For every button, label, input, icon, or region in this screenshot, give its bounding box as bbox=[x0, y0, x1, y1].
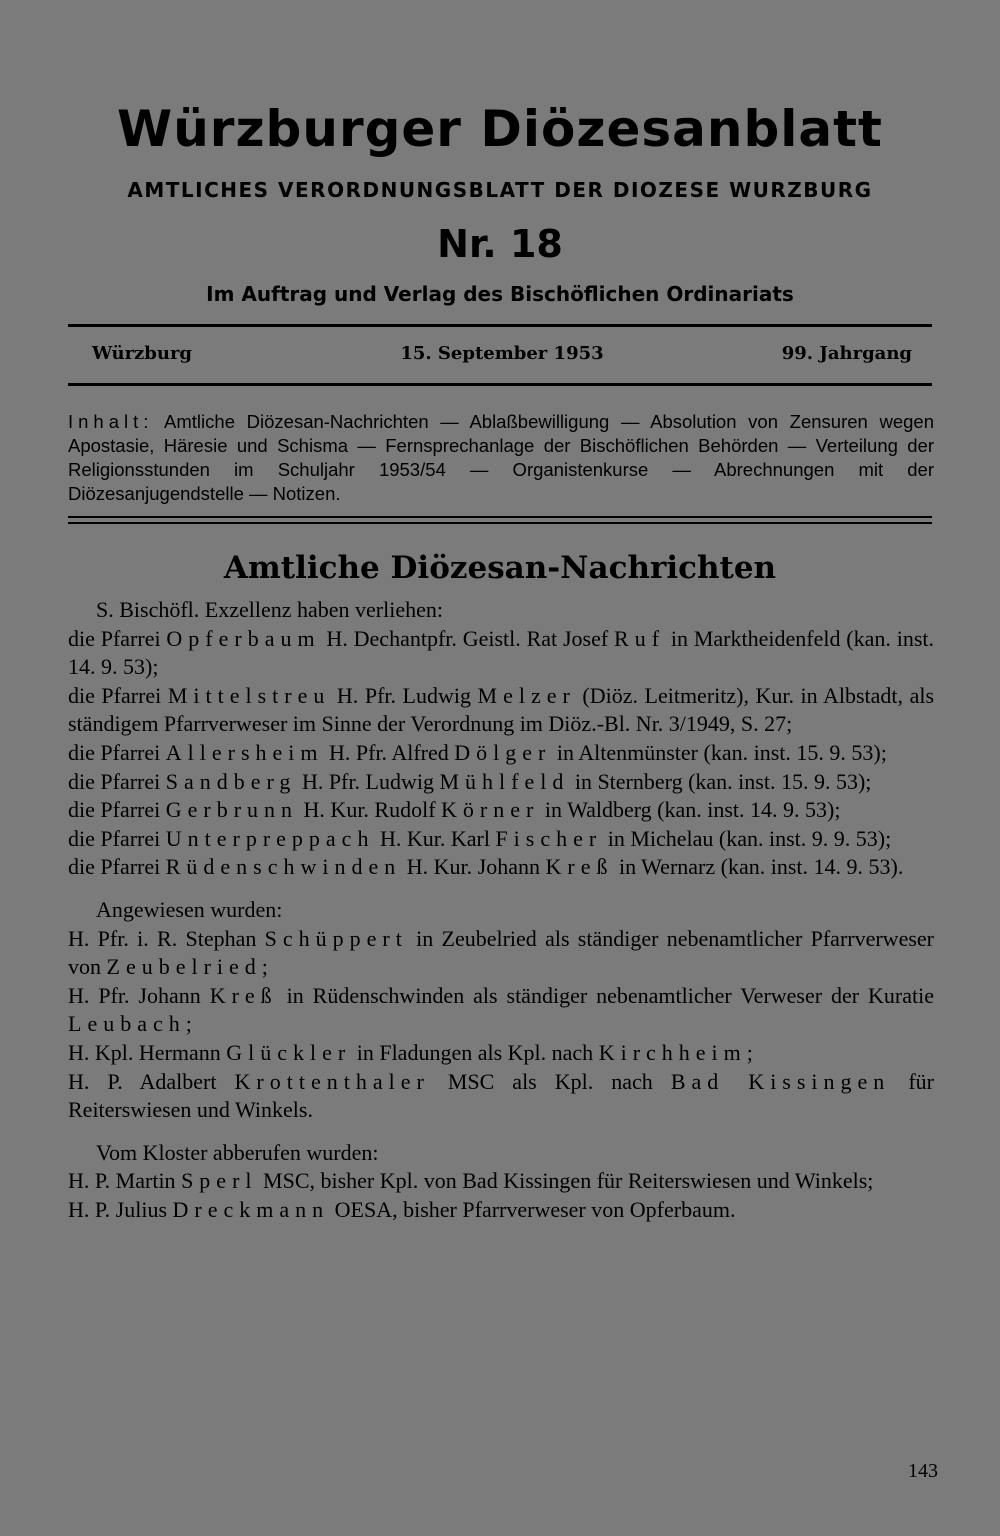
section-title: Amtliche Diözesan-Nachrichten bbox=[223, 550, 777, 586]
entry-text: H. Kur. Johann bbox=[401, 854, 546, 880]
parish-name: Rüdenschwinden bbox=[165, 854, 402, 880]
person-name: Mühlfeld bbox=[439, 768, 570, 794]
entry-text: in Altenmünster (kan. inst. 15. 9. 53); bbox=[551, 739, 887, 765]
entry-text: in Zeubelried als ständiger nebenamtlicher Pfarrverweser von bbox=[68, 925, 934, 980]
appointments-list bbox=[68, 625, 934, 882]
entry-text: H. Pfr. i. R. Stephan bbox=[68, 925, 265, 951]
entry-text: die Pfarrei bbox=[68, 682, 168, 708]
entry-text: H. Pfr. Ludwig bbox=[330, 682, 478, 708]
masthead-title: Würzburger Diözesanblatt bbox=[117, 100, 883, 158]
appointment-entry bbox=[68, 853, 934, 882]
recall-entry bbox=[68, 1167, 934, 1196]
entry-text: H. P. Martin bbox=[68, 1168, 182, 1194]
person-name: Sperl bbox=[181, 1168, 258, 1194]
contents-label: Inhalt: bbox=[68, 411, 154, 432]
place-name: Bad Kissingen bbox=[670, 1068, 891, 1094]
recall-entry bbox=[68, 1196, 934, 1225]
assignment-entry bbox=[68, 1068, 934, 1125]
appointment-entry bbox=[68, 682, 934, 739]
dateline-date: 15. September 1953 bbox=[400, 343, 604, 364]
person-name: Kreß bbox=[209, 982, 278, 1008]
assignment-entry bbox=[68, 1039, 934, 1068]
person-name: Kreß bbox=[545, 854, 614, 880]
entry-text: die Pfarrei bbox=[68, 768, 166, 794]
entry-text: H. Pfr. Ludwig bbox=[296, 768, 440, 794]
place-name: Zeubelried bbox=[106, 954, 262, 980]
entry-text: in Wernarz (kan. inst. 14. 9. 53). bbox=[613, 854, 904, 880]
assigned-list bbox=[68, 925, 934, 1125]
dateline bbox=[92, 343, 912, 369]
entry-text: die Pfarrei bbox=[68, 825, 166, 851]
entry-text: OESA, bisher Pfarrverweser von Opferbaum. bbox=[329, 1196, 736, 1222]
masthead-subtitle: AMTLICHES VERORDNUNGSBLATT DER DIOZESE WURZBURG bbox=[127, 178, 873, 202]
entry-text: in Fladungen als Kpl. nach bbox=[351, 1039, 599, 1065]
entry-text: H. Kpl. Hermann bbox=[68, 1039, 227, 1065]
entry-text: die Pfarrei bbox=[68, 625, 167, 651]
entry-text: MSC als Kpl. nach bbox=[429, 1068, 671, 1094]
contents-block bbox=[68, 410, 934, 506]
place-name: Leubach bbox=[68, 1011, 186, 1037]
parish-name: Allersheim bbox=[165, 739, 324, 765]
entry-text: H. P. Julius bbox=[68, 1196, 173, 1222]
person-name: Körner bbox=[441, 797, 540, 823]
assignment-entry bbox=[68, 925, 934, 982]
issue-number: Nr. 18 bbox=[437, 222, 563, 266]
entry-text: ; bbox=[185, 1011, 192, 1037]
person-name: Dölger bbox=[454, 739, 552, 765]
entry-text: die Pfarrei bbox=[68, 739, 166, 765]
person-name: Melzer bbox=[477, 682, 576, 708]
dateline-rule bbox=[68, 383, 932, 386]
entry-text: H. Dechantpfr. Geistl. Rat Josef bbox=[320, 625, 615, 651]
appointment-entry bbox=[68, 825, 934, 854]
entry-text: ; bbox=[746, 1039, 753, 1065]
contents-rule-top bbox=[68, 516, 932, 518]
dateline-volume: 99. Jahrgang bbox=[781, 343, 912, 364]
entry-text: MSC, bisher Kpl. von Bad Kissingen für Reiterswiesen und Winkels; bbox=[257, 1168, 874, 1194]
entry-text: H. Kur. Karl bbox=[374, 825, 496, 851]
entry-text: in Rüdenschwinden als ständiger nebenamtlicher Verweser der Kuratie bbox=[277, 982, 935, 1008]
entry-text: H. Kur. Rudolf bbox=[298, 797, 442, 823]
place-name: Kirchheim bbox=[598, 1039, 747, 1065]
body-text bbox=[68, 596, 934, 1224]
entry-text: H. Pfr. Alfred bbox=[323, 739, 455, 765]
person-name: Schüppert bbox=[264, 925, 408, 951]
recalled-intro: Vom Kloster abberufen wurden: bbox=[96, 1139, 379, 1165]
appointment-entry bbox=[68, 796, 934, 825]
parish-name: Opferbaum bbox=[166, 625, 321, 651]
entry-text: H. P. Adalbert bbox=[68, 1068, 235, 1094]
parish-name: Unterpreppach bbox=[165, 825, 375, 851]
top-rule bbox=[68, 324, 932, 327]
dateline-place: Würzburg bbox=[92, 343, 193, 364]
person-name: Glückler bbox=[226, 1039, 352, 1065]
parish-name: Mittelstreu bbox=[167, 682, 331, 708]
entry-text: in Sternberg (kan. inst. 15. 9. 53); bbox=[569, 768, 872, 794]
entry-text: die Pfarrei bbox=[68, 797, 166, 823]
assignment-entry bbox=[68, 982, 934, 1039]
entry-text: (Diöz. Leitmeritz), Kur. in Albstadt, als ständigem Pfarrverweser im Sinne der Verordnung im Diöz.-Bl. Nr. 3/1949, S. 27; bbox=[68, 682, 935, 737]
parish-name: Gerbrunn bbox=[165, 797, 299, 823]
contents-text: Amtliche Diözesan-Nachrichten — Ablaßbewilligung — Absolution von Zensuren wegen Apostasie, Häresie und Schisma — Fernsprechanlage der Bischöflichen Behörden — Verteilung der Religionsstunden im Schuljahr 1953/54 — Organistenkurse — Abrechnungen mit der Diözesanjugendstelle — Notizen. bbox=[68, 411, 934, 504]
page-number: 143 bbox=[908, 1460, 938, 1482]
person-name: Dreckmann bbox=[172, 1196, 330, 1222]
person-name: Ruf bbox=[614, 625, 666, 651]
publisher-line: Im Auftrag und Verlag des Bischöflichen Ordinariats bbox=[206, 282, 794, 306]
entry-text: in Marktheidenfeld (kan. inst. 14. 9. 53); bbox=[68, 625, 934, 680]
assigned-intro: Angewiesen wurden: bbox=[96, 896, 283, 922]
person-name: Krottenthaler bbox=[234, 1068, 430, 1094]
appointment-entry bbox=[68, 739, 934, 768]
contents-rule-bottom bbox=[68, 522, 932, 524]
appointment-entry bbox=[68, 768, 934, 797]
entry-text: für Reiterswiesen und Winkels. bbox=[68, 1068, 934, 1123]
entry-text: in Michelau (kan. inst. 9. 9. 53); bbox=[602, 825, 892, 851]
entry-text: H. Pfr. Johann bbox=[68, 982, 210, 1008]
appointment-entry bbox=[68, 625, 934, 682]
entry-text: die Pfarrei bbox=[68, 854, 166, 880]
entry-text: in Waldberg (kan. inst. 14. 9. 53); bbox=[539, 797, 841, 823]
entry-text: ; bbox=[261, 954, 268, 980]
recalled-list bbox=[68, 1167, 934, 1224]
intro-line: S. Bischöfl. Exzellenz haben verliehen: bbox=[96, 597, 443, 622]
person-name: Fischer bbox=[495, 825, 603, 851]
parish-name: Sandberg bbox=[165, 768, 297, 794]
